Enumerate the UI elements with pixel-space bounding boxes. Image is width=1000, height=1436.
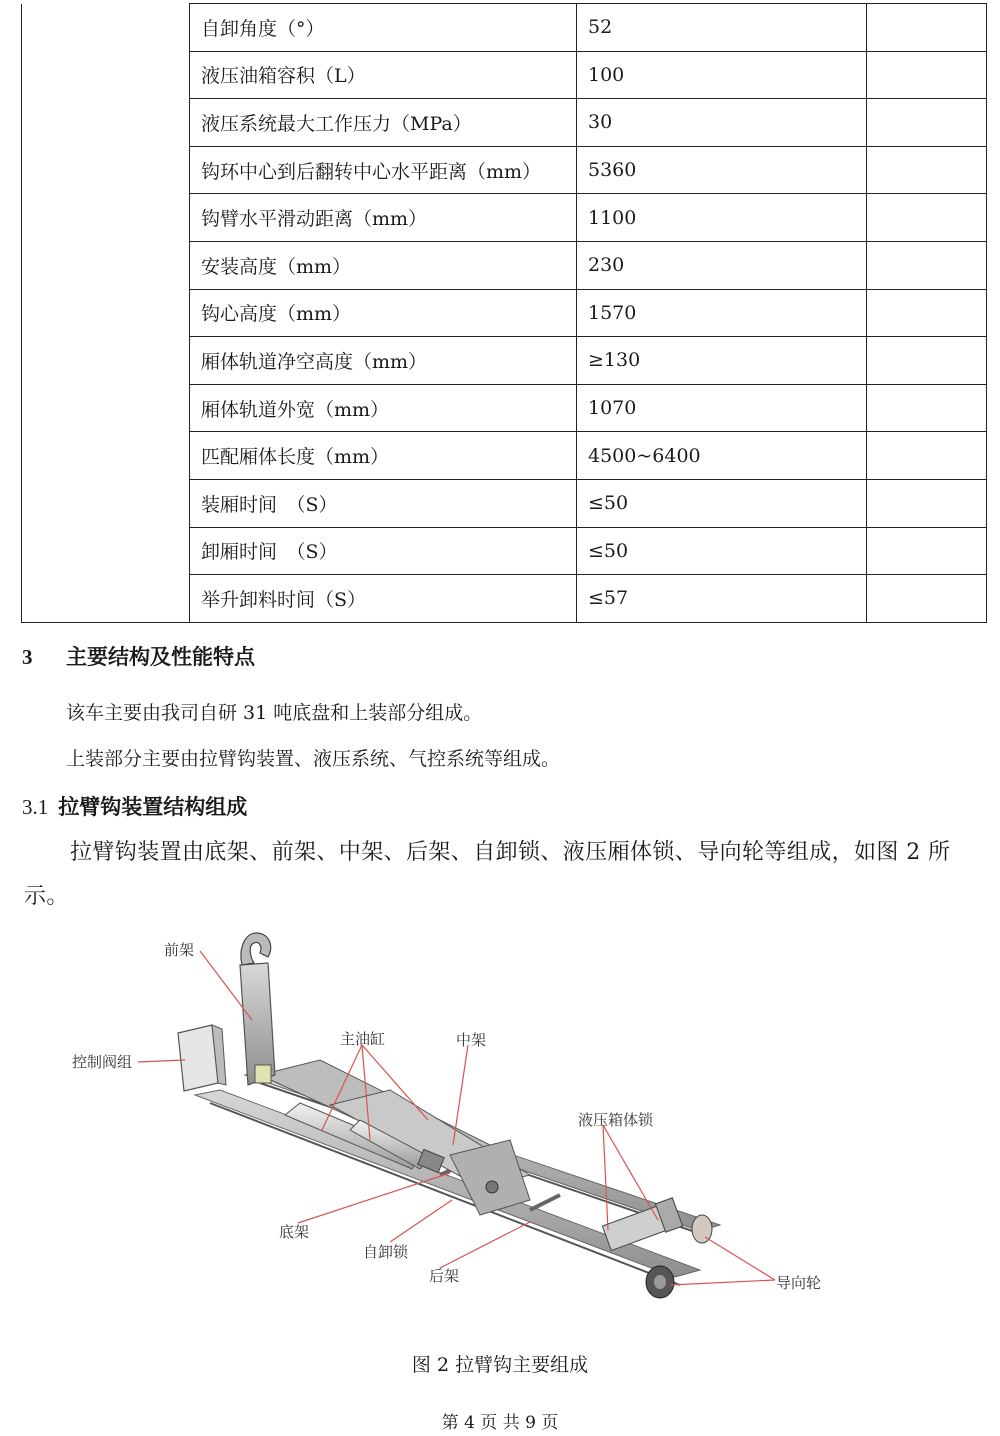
value-cell: 1100 (577, 194, 867, 242)
value-cell: 4500~6400 (577, 432, 867, 480)
spec-table (21, 3, 987, 623)
param-cell: 钩臂水平滑动距离（mm） (190, 194, 577, 242)
section-title: 主要结构及性能特点 (66, 645, 255, 669)
empty-cell (867, 575, 987, 623)
figure-caption: 图 2 拉臂钩主要组成 (411, 1354, 589, 1376)
label-guide-wheel: 导向轮 (776, 1274, 822, 1292)
hook-arm-figure (60, 925, 850, 1325)
base-frame-rails (195, 1071, 720, 1285)
front-frame-arm (240, 933, 275, 1085)
label-hydraulic-lock: 液压箱体锁 (578, 1111, 654, 1129)
spec-table-body (22, 4, 987, 623)
section-number: 3 (22, 645, 33, 669)
section-3-paragraph-1: 该车主要由我司自研 31 吨底盘和上装部分组成。 (66, 702, 483, 724)
value-cell: ≤57 (577, 575, 867, 623)
param-cell: 卸厢时间 （S） (190, 527, 577, 575)
param-cell: 自卸角度（°） (190, 4, 577, 52)
empty-cell (867, 337, 987, 385)
control-valve-box (178, 1025, 226, 1091)
value-cell: 100 (577, 51, 867, 99)
label-rear-frame: 后架 (429, 1267, 460, 1285)
param-cell: 厢体轨道外宽（mm） (190, 384, 577, 432)
param-cell: 匹配厢体长度（mm） (190, 432, 577, 480)
label-base-frame: 底架 (279, 1223, 310, 1241)
label-dump-lock: 自卸锁 (363, 1243, 409, 1261)
section-3-1-heading (22, 791, 247, 821)
label-front-frame: 前架 (164, 941, 195, 959)
param-cell: 装厢时间 （S） (190, 479, 577, 527)
section-3-paragraph-2: 上装部分主要由拉臂钩装置、液压系统、气控系统等组成。 (66, 748, 561, 770)
value-cell: ≤50 (577, 527, 867, 575)
empty-cell (867, 4, 987, 52)
param-cell: 液压油箱容积（L） (190, 51, 577, 99)
merged-category-cell (22, 4, 190, 623)
label-middle-frame: 中架 (456, 1031, 487, 1049)
param-cell: 钩环中心到后翻转中心水平距离（mm） (190, 146, 577, 194)
section-number: 3.1 (22, 795, 49, 819)
leader-lines (138, 951, 775, 1285)
value-cell: 5360 (577, 146, 867, 194)
page-footer: 第 4 页 共 9 页 (441, 1413, 559, 1433)
value-cell: ≤50 (577, 479, 867, 527)
empty-cell (867, 51, 987, 99)
value-cell: 52 (577, 4, 867, 52)
empty-cell (867, 479, 987, 527)
section-title: 拉臂钩装置结构组成 (58, 795, 248, 819)
label-main-cylinder: 主油缸 (340, 1030, 386, 1048)
empty-cell (867, 289, 987, 337)
value-cell: 230 (577, 241, 867, 289)
param-cell: 钩心高度（mm） (190, 289, 577, 337)
value-cell: ≥130 (577, 337, 867, 385)
empty-cell (867, 384, 987, 432)
empty-cell (867, 527, 987, 575)
value-cell: 1570 (577, 289, 867, 337)
empty-cell (867, 432, 987, 480)
table-row (22, 4, 987, 52)
empty-cell (867, 146, 987, 194)
section-3-heading (22, 641, 255, 671)
param-cell: 厢体轨道净空高度（mm） (190, 337, 577, 385)
empty-cell (867, 194, 987, 242)
section-3-1-body: 拉臂钩装置由底架、前架、中架、后架、自卸锁、液压厢体锁、导向轮等组成，如图 2 所示。 (24, 840, 951, 909)
param-cell: 液压系统最大工作压力（MPa） (190, 99, 577, 147)
value-cell: 1070 (577, 384, 867, 432)
empty-cell (867, 99, 987, 147)
label-control-valve: 控制阀组 (72, 1053, 133, 1071)
empty-cell (867, 241, 987, 289)
param-cell: 安装高度（mm） (190, 241, 577, 289)
param-cell: 举升卸料时间（S） (190, 575, 577, 623)
value-cell: 30 (577, 99, 867, 147)
